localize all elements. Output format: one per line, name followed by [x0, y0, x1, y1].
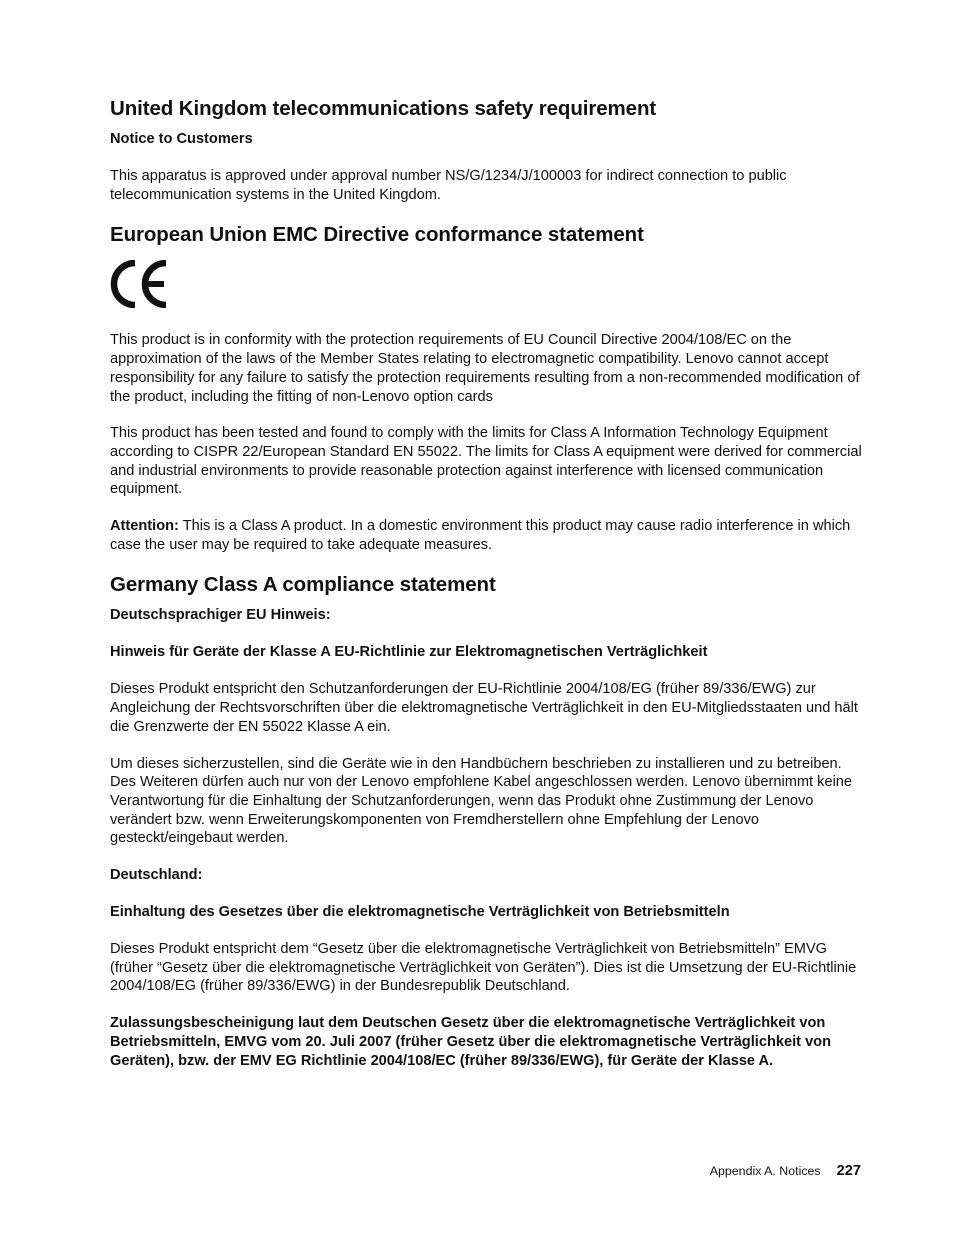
attention-label: Attention: — [110, 518, 179, 535]
page-number: 227 — [836, 1163, 861, 1179]
de-paragraph-1: Dieses Produkt entspricht den Schutzanforderungen der EU-Richtlinie 2004/108/EG (früher 89/336/EWG) zur Angleichung der Rechtsvorschriften über die elektromagnetische Verträglichkeit in den EU-Mitgliedsstaaten und hält die Grenzwerte der EN 55022 Klasse A ein. — [110, 681, 858, 735]
de-subheading-2: Hinweis für Geräte der Klasse A EU-Richtlinie zur Elektromagnetischen Verträglichkeit — [110, 644, 708, 661]
eu-heading: European Union EMC Directive conformance statement — [110, 223, 644, 247]
ce-mark-icon — [110, 260, 170, 308]
uk-paragraph: This apparatus is approved under approval number NS/G/1234/J/100003 for indirect connection to public telecommunication systems in the United Kingdom. — [110, 168, 787, 203]
document-page — [110, 96, 866, 1071]
footer-section-label: Appendix A. Notices — [709, 1164, 821, 1178]
de-subheading-3: Deutschland: — [110, 867, 203, 884]
uk-subheading: Notice to Customers — [110, 131, 253, 147]
de-heading: Germany Class A compliance statement — [110, 573, 496, 597]
attention-text: This is a Class A product. In a domestic environment this product may cause radio interference in which case the user may be required to take adequate measures. — [110, 518, 851, 553]
de-subheading-1: Deutschsprachiger EU Hinweis: — [110, 607, 331, 624]
eu-paragraph-2: This product has been tested and found to comply with the limits for Class A Information Technology Equipment according to CISPR 22/European Standard EN 55022. The limits for Class A equipment were derived for commercial and industrial environments to provide reasonable protection against interference with licensed communication equipment. — [110, 425, 862, 498]
de-paragraph-3: Dieses Produkt entspricht dem “Gesetz über die elektromagnetische Verträglichkeit von Betriebsmitteln” EMVG (früher “Gesetz über die elektromagnetische Verträglichkeit von Geräten”). Dies ist die Umsetzung der EU-Richtlinie 2004/108/EG (früher 89/336/EWG) in der Bundesrepublik Deutschland. — [110, 941, 857, 995]
uk-heading: United Kingdom telecommunications safety requirement — [110, 97, 657, 120]
de-subheading-5: Zulassungsbescheinigung laut dem Deutschen Gesetz über die elektromagnetische Verträglichkeit von Betriebsmitteln, EMVG vom 20. Juli 2007 (früher Gesetz über die elektromagnetische Verträglichkeit von Geräten), bzw. der EMV EG Richtlinie 2004/108/EC (früher 89/336/EWG), für Geräte der Klasse A. — [110, 1015, 832, 1070]
de-paragraph-2: Um dieses sicherzustellen, sind die Geräte wie in den Handbüchern beschrieben zu installieren und zu betreiben. Des Weiteren dürfen auch nur von der Lenovo empfohlene Kabel angeschlossen werden. Lenovo übernimmt keine Verantwortung für die Einhaltung der Schutzanforderungen, wenn das Produkt ohne Zustimmung der Lenovo verändert bzw. wenn Erweiterungskomponenten von Fremdherstellern ohne Empfehlung der Lenovo gesteckt/eingebaut werden. — [110, 755, 853, 847]
eu-attention-paragraph — [110, 517, 866, 554]
page-footer — [710, 1163, 861, 1179]
de-subheading-4: Einhaltung des Gesetzes über die elektromagnetische Verträglichkeit von Betriebsmitteln — [110, 904, 730, 921]
eu-paragraph-1: This product is in conformity with the protection requirements of EU Council Directive 2004/108/EC on the approximation of the laws of the Member States relating to electromagnetic compatibility. Lenovo cannot accept responsibility for any failure to satisfy the protection requirements resulting from a non-recommended modification of the product, including the fitting of non-Lenovo option cards — [110, 332, 860, 405]
